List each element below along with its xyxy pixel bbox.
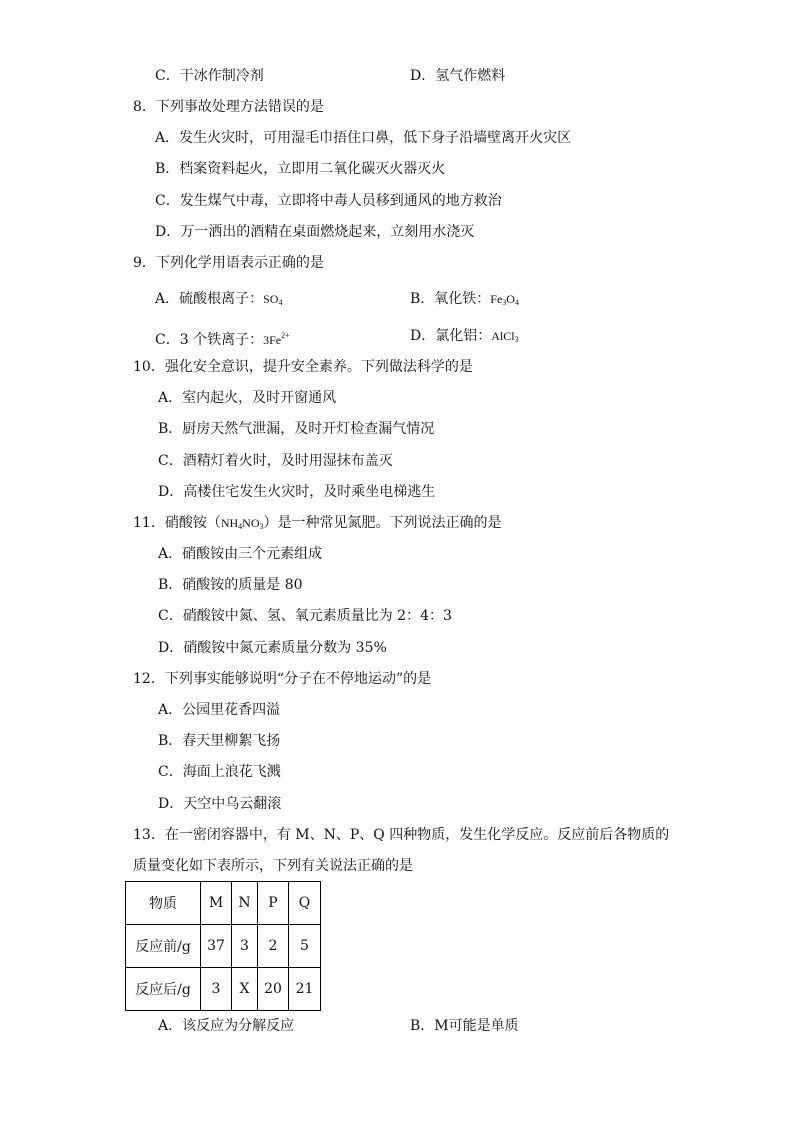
table-header-cell: N [232, 882, 258, 925]
q12-option-a: A．公园里花香四溢 [158, 702, 281, 718]
q9-option-b-label: B．氧化铁： [410, 291, 491, 307]
q9-stem: 9．下列化学用语表示正确的是 [133, 255, 324, 271]
table-header-cell: M [201, 882, 232, 925]
q12-option-c: C．海面上浪花飞溅 [158, 764, 281, 780]
q8-option-c: C．发生煤气中毒，立即将中毒人员移到通风的地方救治 [155, 193, 502, 209]
q9-option-c-formula: $3Fe^{2+}$ [263, 331, 290, 347]
table-cell: 5 [289, 925, 321, 968]
table-cell: 3 [232, 925, 258, 968]
q9-option-a-formula: $SO_4$ [263, 292, 283, 307]
q10-option-d: D．高楼住宅发生火灾时，及时乘坐电梯逃生 [158, 484, 436, 500]
q9-option-d [410, 327, 519, 349]
q13-stem-line2: 质量变化如下表所示，下列有关说法正确的是 [133, 858, 413, 874]
q9-option-b-formula: $Fe_3O_4$ [490, 292, 519, 307]
q7-option-c: C．干冰作制冷剂 [155, 68, 264, 84]
q9-option-a-label: A．硫酸根离子： [155, 291, 264, 307]
table-cell: 2 [258, 925, 289, 968]
table-cell: 反应前/g [126, 925, 201, 968]
q10-option-c: C．酒精灯着火时，及时用湿抹布盖灭 [158, 453, 393, 469]
q8-option-d: D．万一洒出的酒精在桌面燃烧起来，立刻用水浇灭 [155, 224, 475, 240]
table-cell: X [232, 968, 258, 1011]
q10-stem: 10．强化安全意识，提升安全素养。下列做法科学的是 [133, 359, 473, 375]
q9-option-b [410, 290, 519, 312]
q8-option-a: A．发生火灾时，可用湿毛巾捂住口鼻，低下身子沿墙壁离开火灾区 [155, 130, 572, 146]
q11-option-a: A．硝酸铵由三个元素组成 [158, 546, 323, 562]
q7-option-d: D．氢气作燃料 [410, 68, 506, 84]
q9-option-d-formula: AlCl$_3$ [491, 329, 519, 344]
table-row [126, 925, 321, 968]
q12-stem: 12．下列事实能够说明“分子在不停地运动”的是 [133, 671, 432, 687]
table-header-row [126, 882, 321, 925]
table-header-cell: 物质 [126, 882, 201, 925]
q9-option-c [155, 327, 290, 349]
q13-option-b: B．M可能是单质 [410, 1018, 519, 1034]
q8-option-b: B．档案资料起火，立即用二氧化碳灭火器灭火 [155, 161, 446, 177]
table-row [126, 968, 321, 1011]
q11-option-d: D．硝酸铵中氮元素质量分数为 35% [158, 640, 387, 656]
q10-option-a: A．室内起火，及时开窗通风 [158, 390, 337, 406]
q9-option-d-label: D．氯化铝： [410, 328, 492, 344]
q11-option-c: C．硝酸铵中氮、氢、氧元素质量比为 2：4：3 [158, 608, 452, 624]
q8-stem: 8．下列事故处理方法错误的是 [133, 99, 324, 115]
table-header-cell: Q [289, 882, 321, 925]
table-cell: 20 [258, 968, 289, 1011]
table-cell: 3 [201, 968, 232, 1011]
q13-stem-line1: 13．在一密闭容器中，有 M、N、P、Q 四种物质，发生化学反应。反应前后各物质的 [133, 827, 670, 843]
table-cell: 37 [201, 925, 232, 968]
q10-option-b: B．厨房天然气泄漏，及时开灯检查漏气情况 [158, 421, 435, 437]
table-header-cell: P [258, 882, 289, 925]
q11-formula: $NH_4NO_3$ [220, 516, 264, 531]
q12-option-d: D．天空中乌云翻滚 [158, 796, 282, 812]
q13-option-a: A．该反应为分解反应 [158, 1018, 295, 1034]
q9-option-a [155, 290, 282, 312]
table-cell: 21 [289, 968, 321, 1011]
q9-option-c-label: C．3 个铁离子： [155, 332, 264, 348]
q11-stem: 11．硝酸铵$(NH_4NO_3)$是一种常见氮肥。下列说法正确的是 [133, 515, 502, 531]
table-cell: 反应后/g [126, 968, 201, 1011]
q11-option-b: B．硝酸铵的质量是 80 [158, 577, 303, 593]
mass-change-table [125, 881, 321, 1011]
q12-option-b: B．春天里柳絮飞扬 [158, 733, 281, 749]
